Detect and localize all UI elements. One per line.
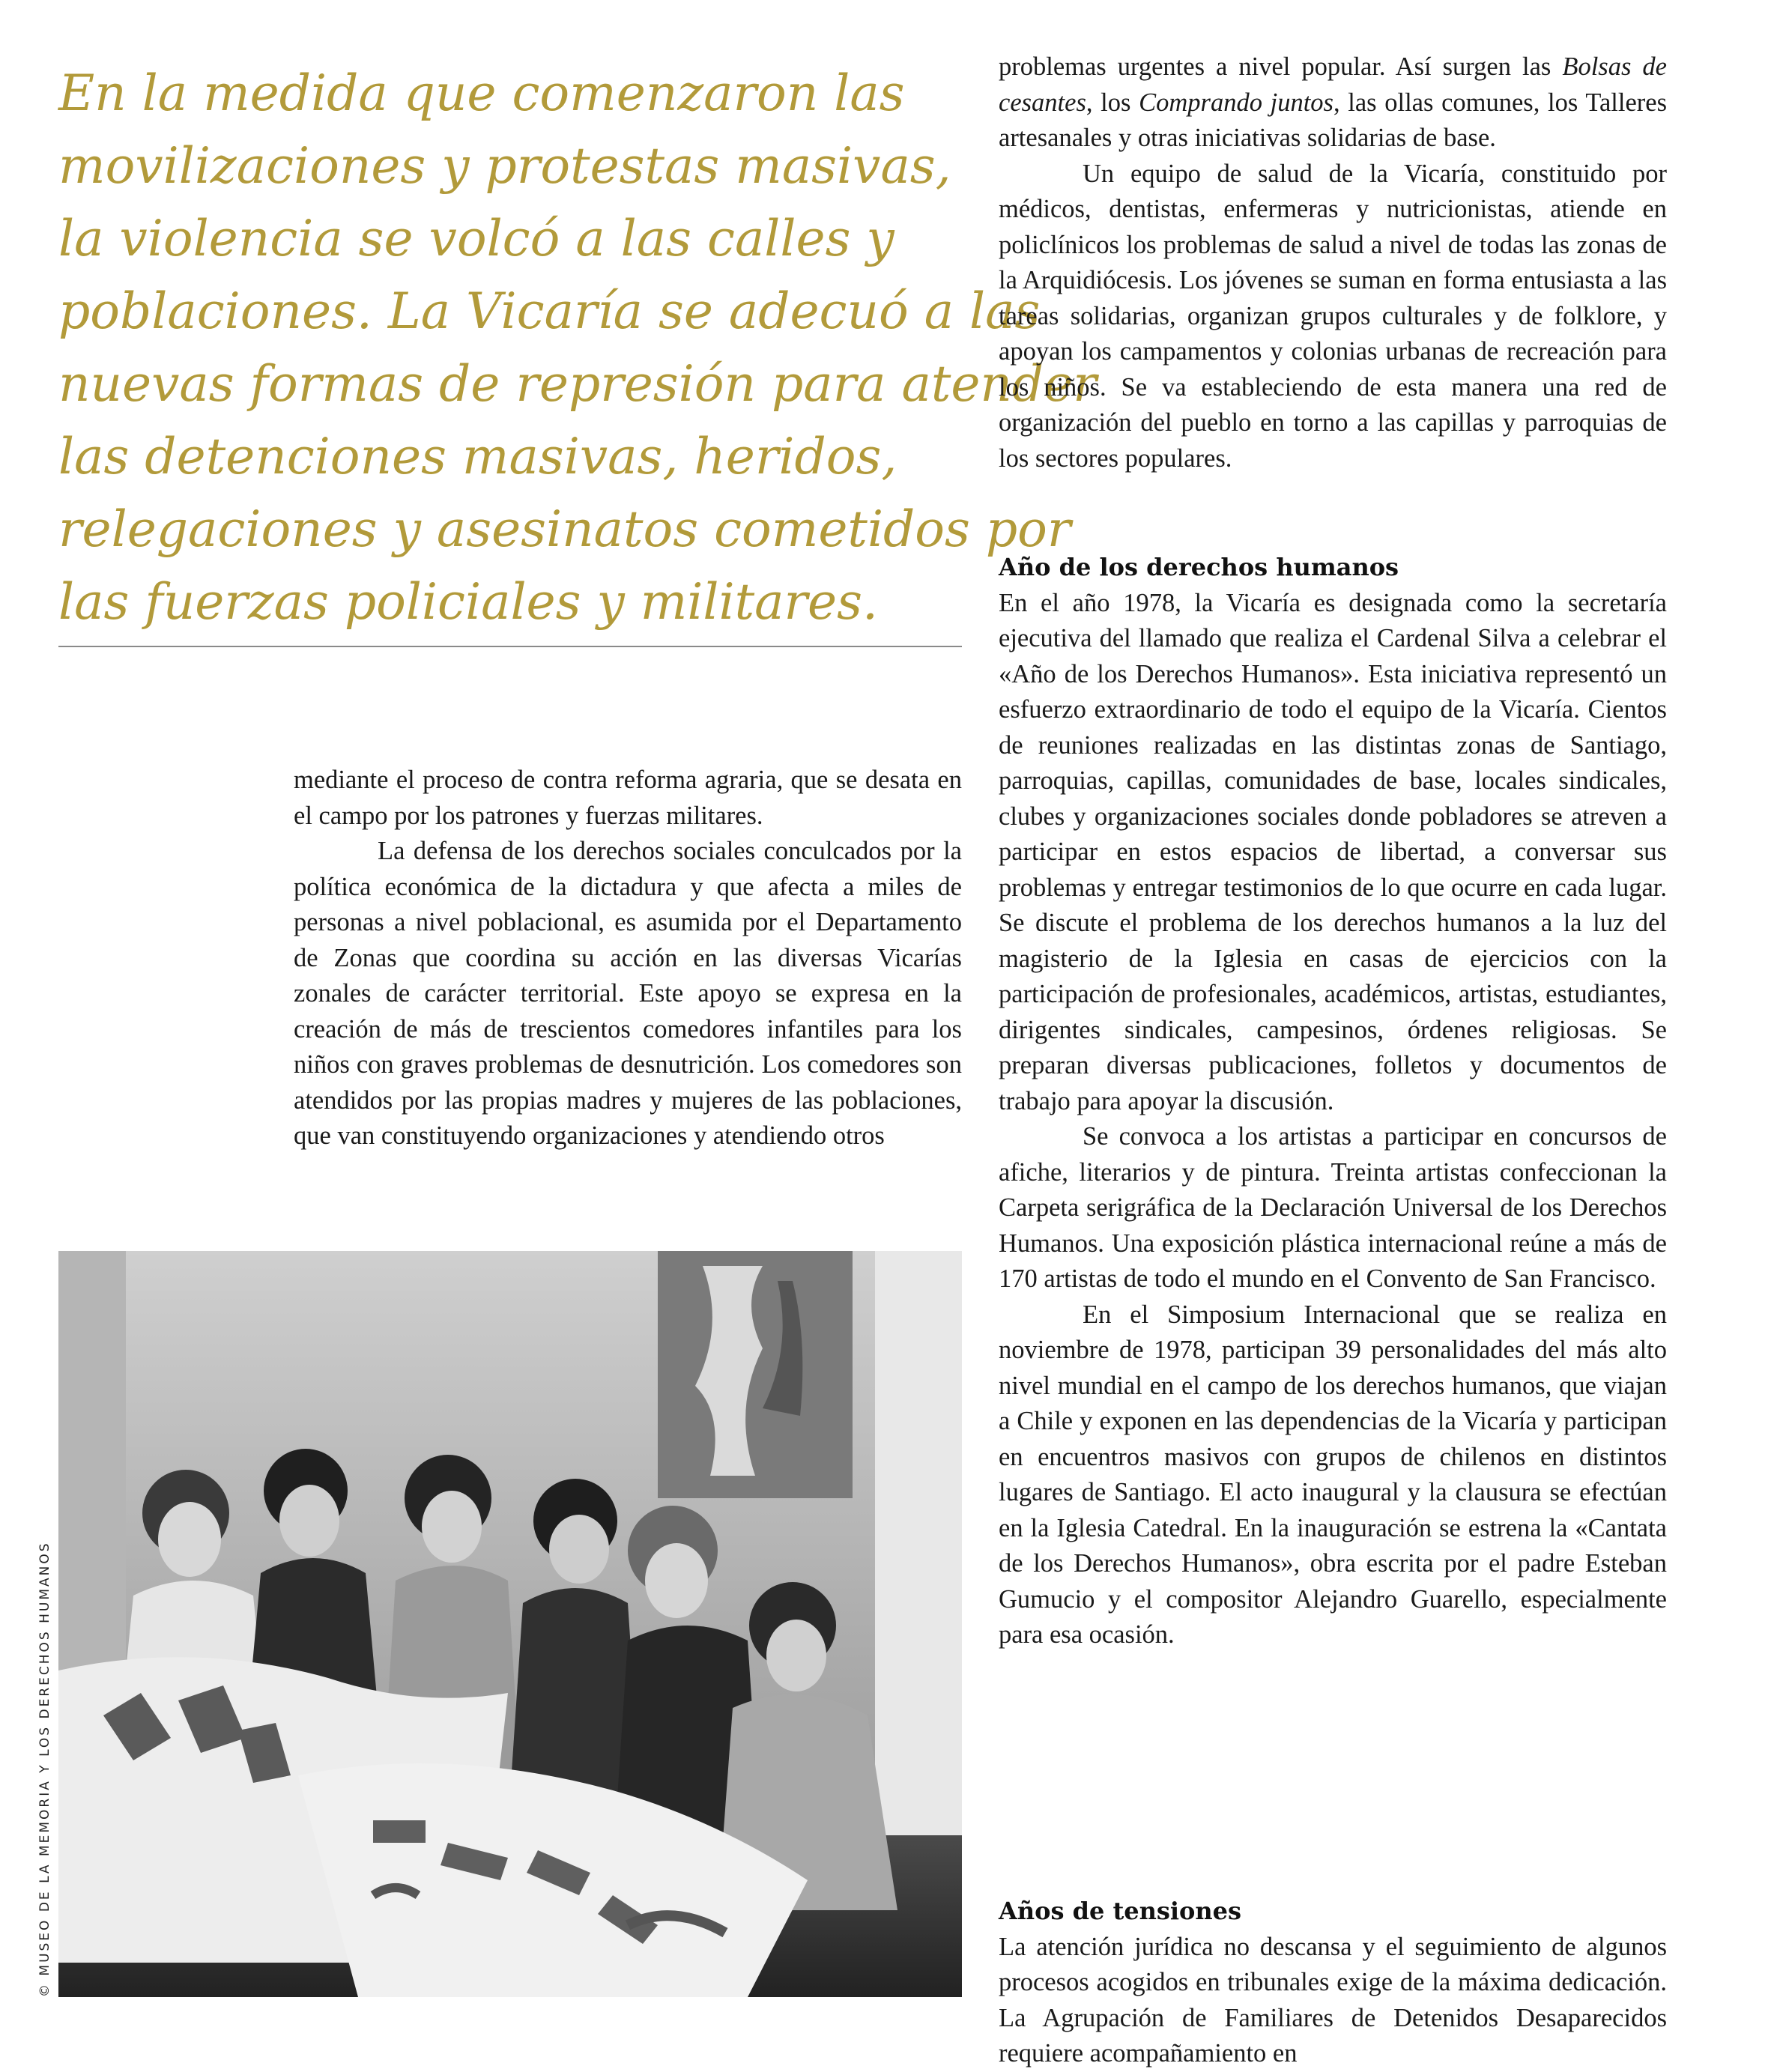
right-text-column-top (999, 49, 1667, 476)
right-text-column-middle (999, 550, 1667, 1653)
emphasis: Comprando juntos (1139, 88, 1333, 117)
paragraph (999, 49, 1667, 157)
paragraph: La defensa de los derechos sociales conculcados por la política económica de la dictadura y que afecta a miles de personas a nivel poblacional, es asumida por el Departamento de Zonas que coordina su acción en las diversas Vicarías zonales de carácter territorial. Este apoyo se expresa en la creación de más de trescientos comedores infantiles para los niños con graves problemas de desnutrición. Los comedores son atendidos por las propias madres y mujeres de las poblaciones, que van constituyendo organizaciones y atendiendo otros (294, 837, 962, 1150)
paragraph: Un equipo de salud de la Vicaría, constituido por médicos, dentistas, enfermeras y nutricionistas, atiende en policlínicos los problemas de salud a nivel de todas las zonas de la Arquidiócesis. Los jóvenes se suman en forma entusiasta a las tareas solidarias, organizan grupos culturales y de folklore, y apoyan los campamentos y colonias urbanas de recreación para los niños. Se va estableciendo de esta manera una red de organización del pueblo en torno a las capillas y parroquias de los sectores populares. (999, 159, 1667, 473)
paragraph: mediante el proceso de contra reforma agraria, que se desata en el campo por los patrones y fuerzas militares. (294, 766, 962, 830)
photo-credit: © MUSEO DE LA MEMORIA Y LOS DERECHOS HUMANOS (37, 1541, 52, 1997)
paragraph: Se convoca a los artistas a participar en concursos de afiche, literarios y de pintura. Treinta artistas confeccionan la Carpeta serigráfica de la Declaración Universal de los Derechos Humanos. Una exposición plástica internacional reúne a más de 170 artistas de todo el mundo en el Convento de San Francisco. (999, 1122, 1667, 1293)
women-embroidering-photo (58, 1251, 962, 1997)
pull-quote-line: movilizaciones y protestas masivas, (58, 137, 951, 195)
pull-quote-divider (58, 646, 962, 647)
paragraph: En el Simposium Internacional que se realiza en noviembre de 1978, participan 39 personalidades del más alto nivel mundial en el campo de los derechos humanos, que viajan a Chile y exponen en las dependencias de la Vicaría y participan en encuentros masivos con grupos de chilenos en distintos lugares de Santiago. El acto inaugural y la clausura se efectúan en la Iglesia Catedral. En la inauguración se estrena la «Cantata de los Derechos Humanos», obra escrita por el padre Esteban Gumucio y el compositor Alejandro Guarello, especialmente para esa ocasión. (999, 1300, 1667, 1649)
right-text-column-bottom (999, 1894, 1667, 2072)
pull-quote-line: las fuerzas policiales y militares. (58, 573, 878, 631)
pull-quote-line: la violencia se volcó a las calles y (58, 210, 894, 267)
archival-photo (58, 1251, 962, 1997)
text-run: , las ollas comunes, los Talleres artesanales y otras iniciativas solidarias de base. (999, 88, 1668, 152)
paragraph: En el año 1978, la Vicaría es designada como la secretaría ejecutiva del llamado que realiza el Cardenal Silva a celebrar el «Año de los Derechos Humanos». Esta iniciativa representó un esfuerzo extraordinario de todo el equipo de la Vicaría. Cientos de reuniones realizadas en las distintas zonas de Santiago, parroquias, capillas, comunidades de base, locales sindicales, clubes y organizaciones sociales donde pobladores se atreven a participar en estos espacios de libertad, a conversar sus problemas y entregar testimonios de lo que ocurre en cada lugar. Se discute el problema de los derechos humanos a la luz del magisterio de la Iglesia en casas de ejercicios con la participación de profesionales, académicos, artistas, estudiantes, dirigentes sindicales, campesinos, órdenes religiosas. Se preparan diversas publicaciones, folletos y documentos de trabajo para apoyar la discusión. (999, 588, 1667, 1115)
section-heading: Años de tensiones (999, 1897, 1242, 1925)
pull-quote (58, 57, 1097, 638)
emphasis: Bolsas de cesantes (999, 52, 1667, 117)
paragraph: La atención jurídica no descansa y el seguimiento de algunos procesos acogidos en tribunales exige de la máxima dedicación. La Agrupación de Familiares de Detenidos Desaparecidos requiere acompañamiento en (999, 1932, 1667, 2068)
pull-quote-line: relegaciones y asesinatos cometidos por (58, 500, 1071, 558)
pull-quote-line: En la medida que comenzaron las (58, 64, 905, 122)
pull-quote-line: las detenciones masivas, heridos, (58, 428, 897, 485)
section-heading: Año de los derechos humanos (999, 553, 1399, 581)
pull-quote-line: nuevas formas de represión para atender (58, 355, 1097, 413)
pull-quote-line: poblaciones. La Vicaría se adecuó a las (58, 282, 1041, 340)
left-text-column (294, 763, 962, 1154)
text-run: , los (1086, 88, 1139, 117)
text-run: problemas urgentes a nivel popular. Así surgen las (999, 52, 1563, 81)
